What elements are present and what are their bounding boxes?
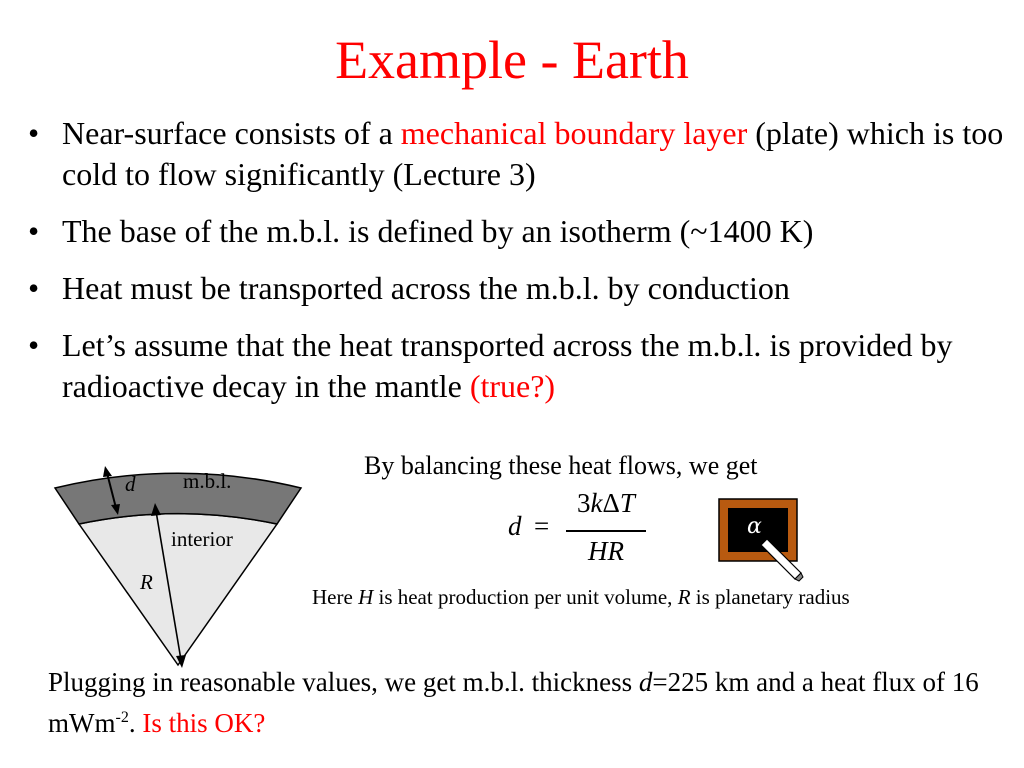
alpha-symbol: α <box>747 514 762 539</box>
bullet-list <box>26 113 1016 423</box>
label-interior: interior <box>171 527 233 551</box>
bullet-item <box>26 113 1016 195</box>
balance-text: By balancing these heat flows, we get <box>364 451 758 480</box>
bullet-text: The base of the m.b.l. is defined by an isotherm (~1400 K) <box>62 213 814 249</box>
fraction-bar <box>566 530 646 532</box>
bullet-text: Near-surface consists of a <box>62 115 401 151</box>
formula-denominator: HR <box>588 536 624 566</box>
variable-note: Here H is heat production per unit volume, R is planetary radius <box>312 585 850 609</box>
bullet-text: (plate) which is too cold to flow significantly (Lecture 3) <box>62 115 1004 192</box>
label-r: R <box>140 570 153 594</box>
conclusion-text: Plugging in reasonable values, we get m.b.l. thickness d=225 km and a heat flux of 16 mWm$^{-2}$. Is this OK? <box>48 667 979 738</box>
slide-title: Example - Earth <box>335 30 689 90</box>
bullet-highlight: (true?) <box>469 368 556 404</box>
bullet-dot: • <box>28 115 40 151</box>
bullet-text: Heat must be transported across the m.b.l. by conduction <box>62 270 790 306</box>
bullet-dot: • <box>28 270 40 306</box>
formula-lhs: d <box>508 511 522 541</box>
label-mbl: m.b.l. <box>183 469 232 493</box>
label-d: d <box>125 472 136 496</box>
thickness-formula <box>500 486 660 576</box>
bullet-text: Let’s assume that the heat transported across the m.b.l. is provided by radioactive decay in the mantle <box>62 327 953 404</box>
bullet-item <box>26 268 1016 309</box>
conclusion-question: Is this OK? <box>142 708 266 738</box>
bullet-dot: • <box>28 327 40 363</box>
formula-numerator: 3kΔT <box>577 488 635 518</box>
bullet-item <box>26 211 1016 252</box>
formula-equals: = <box>534 511 550 541</box>
bullet-highlight: mechanical boundary layer <box>400 115 748 151</box>
bullet-dot: • <box>28 213 40 249</box>
chalkboard-alpha-icon <box>717 497 817 582</box>
bullet-item <box>26 325 1016 407</box>
earth-wedge-diagram <box>50 455 310 680</box>
